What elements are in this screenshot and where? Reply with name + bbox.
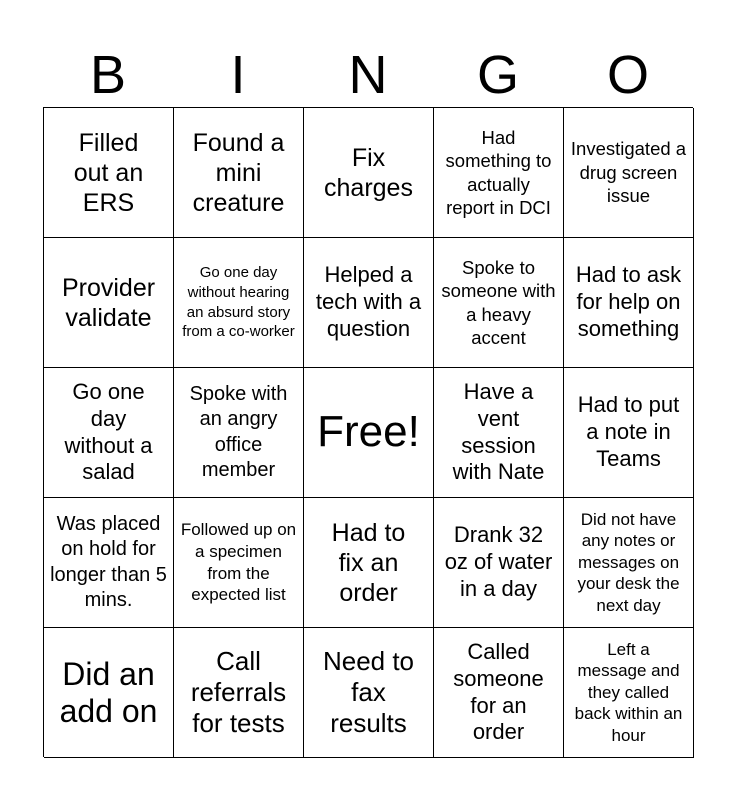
bingo-cell[interactable] <box>434 368 564 498</box>
cell-text: Drank 32 oz of water in a day <box>444 522 553 601</box>
bingo-cell[interactable] <box>304 238 434 368</box>
bingo-cell[interactable] <box>564 628 694 758</box>
bingo-cell[interactable] <box>434 238 564 368</box>
bingo-cell[interactable] <box>564 108 694 238</box>
bingo-cell-free[interactable] <box>304 368 434 498</box>
cell-text: Had to put a note in Teams <box>577 392 680 471</box>
header-letter-g: G <box>476 45 519 105</box>
bingo-cell[interactable] <box>44 108 174 238</box>
cell-text: Go one day without a salad <box>64 378 153 485</box>
cell-text: Called someone for an order <box>453 638 544 745</box>
header-letter-b: B <box>89 45 127 105</box>
cell-text: Had to fix an order <box>331 518 406 607</box>
cell-text: Need to fax results <box>322 645 415 739</box>
cell-text: Investigated a drug screen issue <box>570 138 687 207</box>
cell-text: Did not have any notes or messages on your desk the next day <box>577 509 680 615</box>
cell-text: Spoke to someone with a heavy accent <box>441 256 556 348</box>
cell-text: Filled out an ERS <box>73 128 144 217</box>
bingo-cell[interactable] <box>174 108 304 238</box>
cell-text: Did an add on <box>59 655 158 729</box>
bingo-cell[interactable] <box>174 238 304 368</box>
free-space-text: Free! <box>317 407 420 457</box>
bingo-cell[interactable] <box>174 498 304 628</box>
bingo-board <box>43 107 693 757</box>
cell-text: Call referrals for tests <box>190 645 287 739</box>
cell-text: Provider validate <box>61 273 156 332</box>
cell-text: Found a mini creature <box>192 128 285 217</box>
bingo-cell[interactable] <box>174 368 304 498</box>
cell-text: Spoke with an angry office member <box>189 382 288 481</box>
bingo-header <box>43 42 693 108</box>
cell-text: Have a vent session with Nate <box>452 378 545 485</box>
bingo-cell[interactable] <box>564 238 694 368</box>
bingo-cell[interactable] <box>564 368 694 498</box>
cell-text: Had to ask for help on something <box>575 262 682 341</box>
bingo-cell[interactable] <box>304 498 434 628</box>
bingo-cell[interactable] <box>434 628 564 758</box>
cell-text: Followed up on a specimen from the expected list <box>180 520 297 605</box>
bingo-cell[interactable] <box>44 498 174 628</box>
bingo-cell[interactable] <box>174 628 304 758</box>
bingo-cell[interactable] <box>44 238 174 368</box>
cell-text: Left a message and they called back within an hour <box>574 639 683 745</box>
bingo-cell[interactable] <box>304 628 434 758</box>
header-letter-i: I <box>230 45 246 105</box>
bingo-cell[interactable] <box>44 628 174 758</box>
cell-text: Helped a tech with a question <box>315 262 422 341</box>
bingo-cell[interactable] <box>304 108 434 238</box>
header-letter-n: N <box>348 45 388 105</box>
cell-text: Fix charges <box>324 143 413 202</box>
bingo-cell[interactable] <box>564 498 694 628</box>
cell-text: Was placed on hold for longer than 5 mins. <box>50 512 167 611</box>
header-letter-o: O <box>606 45 649 105</box>
cell-text: Go one day without hearing an absurd story from a co-worker <box>182 263 295 341</box>
cell-text: Had something to actually report in DCI <box>445 126 552 218</box>
bingo-cell[interactable] <box>44 368 174 498</box>
bingo-cell[interactable] <box>434 498 564 628</box>
bingo-cell[interactable] <box>434 108 564 238</box>
